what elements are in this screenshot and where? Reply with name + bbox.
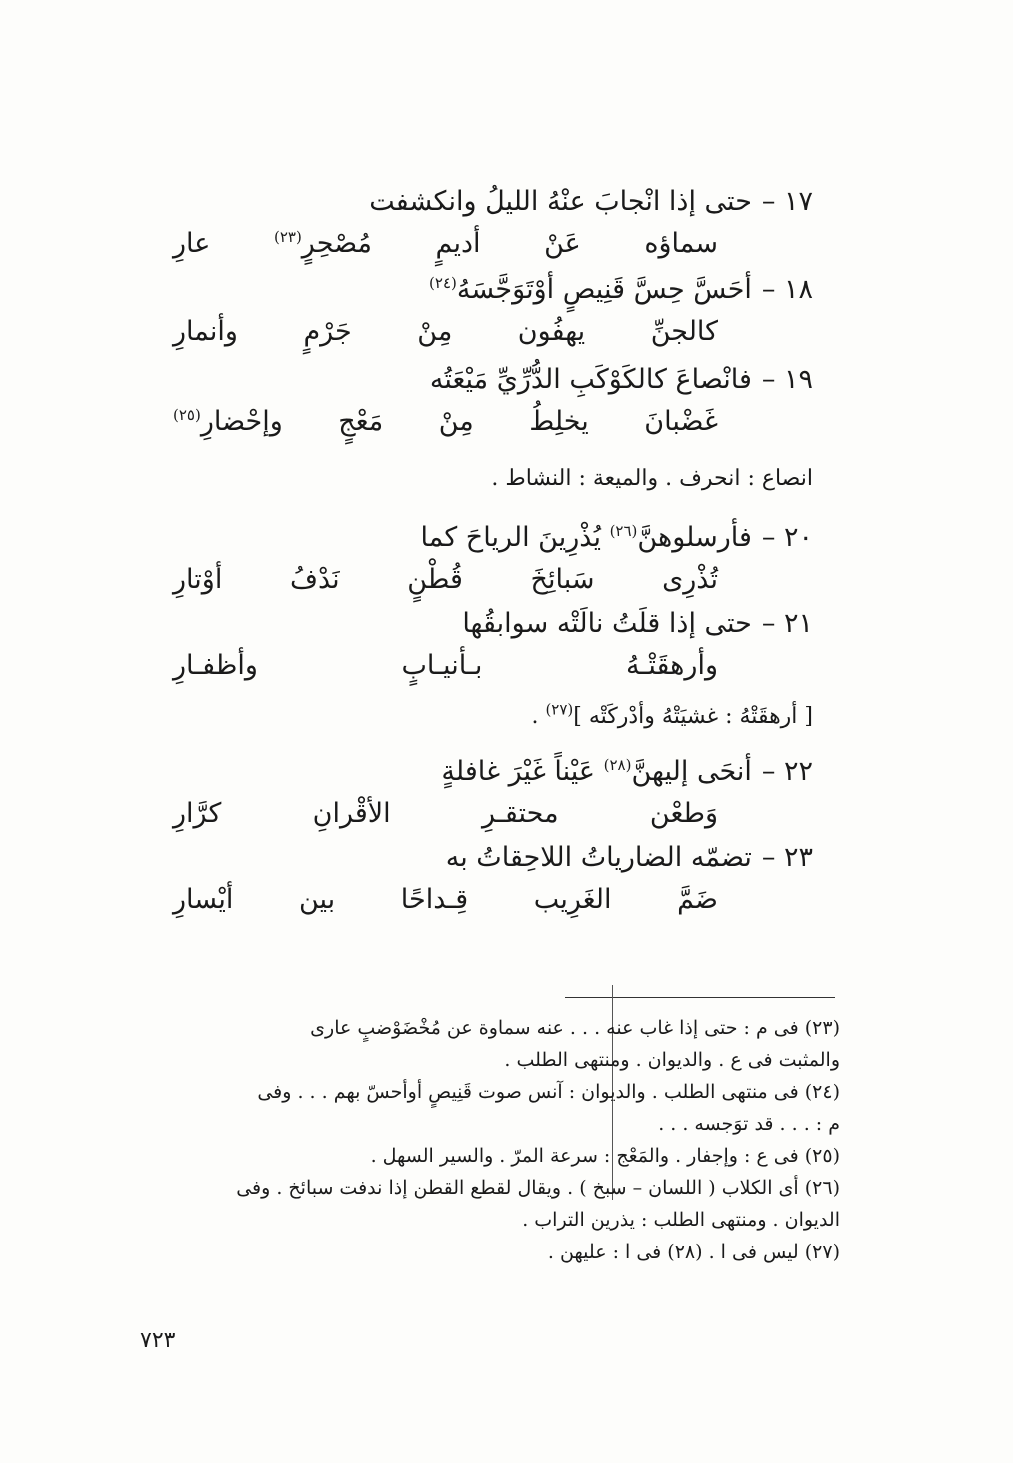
gloss-line: [ أرهقَتْهُ : غشيَتْهُ وأدْركَتْه ]$^{(٢٧)}$ . <box>531 700 813 729</box>
verse-second-hemistich: غَضْبانَ يخلِطُ مِنْ مَعْجٍ وإحْضارِ$^{(٢٥)}$ <box>173 406 718 437</box>
footnote-line: م : . . . قد توَجسه . . . <box>658 1113 840 1135</box>
verse-number: ٢٠ – <box>761 522 813 553</box>
verse-second-hemistich: وَطعْن محتقـرِ الأقْرانِ كرَّارِ <box>173 798 718 829</box>
verse-number: ١٨ – <box>761 274 813 305</box>
verse-18 <box>173 270 813 354</box>
footnote-line: (٢٤) فى منتهى الطلب . والديوان : آنس صوت قَنِيصٍ أوأحسّ بهم . . . وفى <box>257 1081 840 1103</box>
verse-second-hemistich: وأرهقَتْـهُ بـأنيـابٍ وأظفـارِ <box>173 650 718 681</box>
page-number: ٧٢٣ <box>140 1328 176 1353</box>
footnote-ref: (٢٣) <box>273 228 302 246</box>
verse-number: ٢٢ – <box>761 756 813 787</box>
footnote-line: (٢٥) فى ع : وإجفار . والمَعْج : سرعة المرّ . والسير السهل . <box>370 1145 840 1167</box>
verse-19 <box>173 360 813 444</box>
verse-20 <box>173 518 813 602</box>
gloss-line: انصاع : انحرف . والميعة : النشاط . <box>491 466 813 491</box>
verse-first-hemistich: ٢٠ –فأرسلوهنَّ$^{(٢٦)}$ يُذْرِينَ الرياحَ كما <box>420 522 813 553</box>
verse-number: ٢٣ – <box>761 842 813 873</box>
verse-second-hemistich: تُذْرِى سَبائِخَ قُطْنٍ نَدْفُ أوْتارِ <box>173 564 718 595</box>
footnote-line: والمثبت فى ع . والديوان . ومنتهى الطلب . <box>504 1049 840 1071</box>
footnote-ref: (٢٥) <box>173 406 201 424</box>
verse-first-hemistich: ١٨ –أحَسَّ حِسَّ قَنِيصٍ أوْتَوَجَّسَهُ$^{(٢٤)}$ <box>429 274 813 305</box>
verse-second-hemistich: كالجنِّ يهفُون مِنْ جَرْمٍ وأنمارِ <box>173 316 718 347</box>
footnote-line: (٢٣) فى م : حتى إذا غاب عنه . . . عنه سماوة عن مُخْضَوْضبٍ عارى <box>310 1017 840 1039</box>
footnote-line: (٢٧) ليس فى ا . (٢٨) فى ا : عليهن . <box>547 1241 840 1263</box>
verse-23 <box>173 838 813 922</box>
footnote-ref: (٢٦) <box>609 522 638 540</box>
verse-number: ١٩ – <box>761 364 813 395</box>
verse-first-hemistich: ١٧ –حتى إذا انْجابَ عنْهُ الليلُ وانكشفت <box>369 186 813 217</box>
verse-second-hemistich: ضَمَّ الغَرِيب قِـداحًا بين أيْسارِ <box>173 884 718 915</box>
footnote-line: الديوان . ومنتهى الطلب : يذرين التراب . <box>522 1209 840 1231</box>
footnotes <box>120 1012 840 1268</box>
verse-first-hemistich: ١٩ –فانْصاعَ كالكَوْكَبِ الدُّرِّيِّ مَيْعَتُه <box>429 364 813 395</box>
verse-17 <box>173 182 813 266</box>
footnote-ref: (٢٨) <box>603 756 632 774</box>
verse-first-hemistich: ٢١ –حتى إذا قلَتُ نالَتْه سوابقُها <box>462 608 813 639</box>
footnote-separator <box>565 997 835 998</box>
footnote-ref: (٢٤) <box>429 274 457 292</box>
verse-21 <box>173 604 813 688</box>
verse-second-hemistich: سماؤه عَنْ أديمٍ مُصْحِرٍ$^{(٢٣)}$ عارِ <box>173 228 718 259</box>
footnote-line: (٢٦) أى الكلاب ( اللسان – سبخ ) . ويقال لقطع القطن إذا ندفت سبائخ . وفى <box>236 1177 840 1199</box>
verse-number: ٢١ – <box>761 608 813 639</box>
footnote-ref: (٢٧) <box>545 700 574 719</box>
verse-number: ١٧ – <box>761 186 813 217</box>
verse-first-hemistich: ٢٣ –تضمّه الضارياتُ اللاحِقاتُ به <box>445 842 813 873</box>
verse-22 <box>173 752 813 836</box>
verse-first-hemistich: ٢٢ –أنحَى إليهنَّ$^{(٢٨)}$ عَيْناً غَيْرَ غافلةٍ <box>441 756 813 787</box>
